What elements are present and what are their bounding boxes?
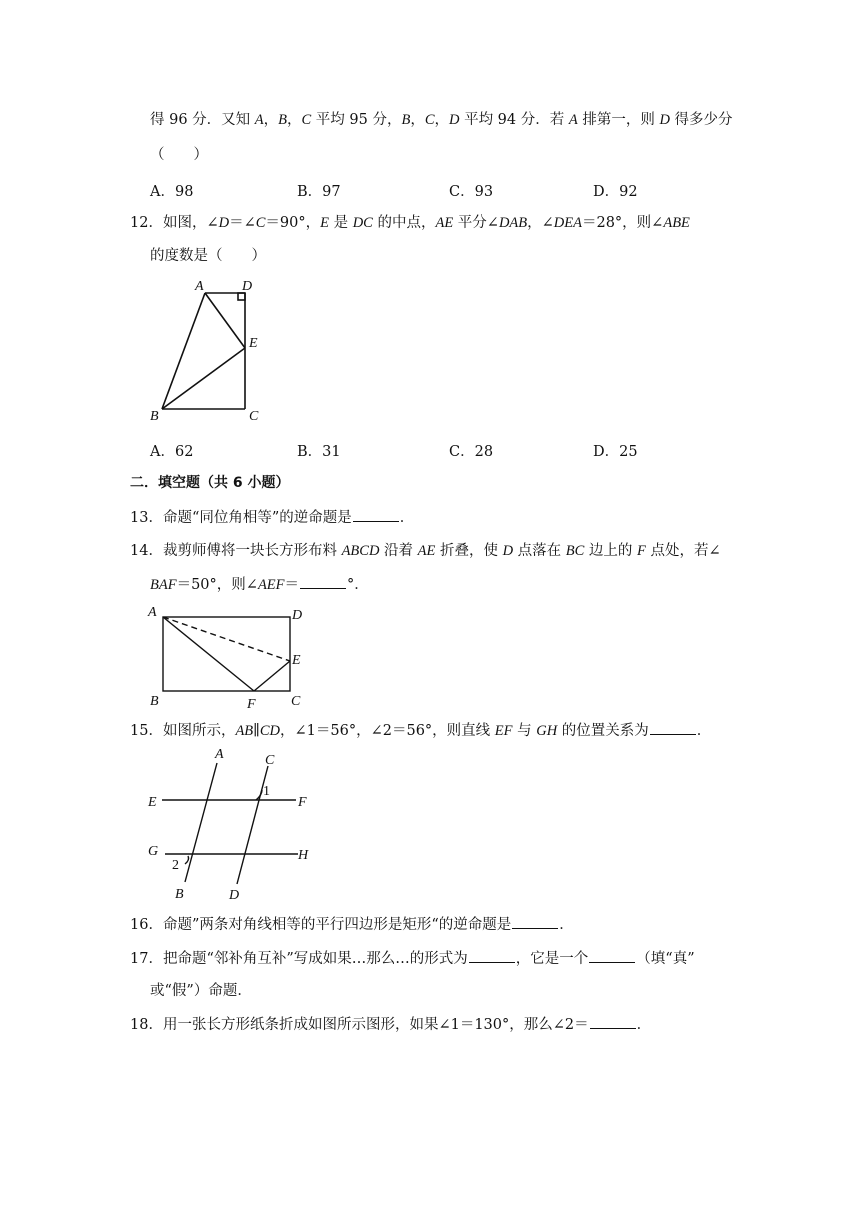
q12-text: 的中点， xyxy=(372,215,436,231)
q11-option-c: C．93 xyxy=(449,184,494,200)
q12-text: ＝∠ xyxy=(229,215,256,231)
q15-text: ∥ xyxy=(253,723,260,739)
q17-question xyxy=(130,948,695,969)
q17-text: （填“真” xyxy=(636,951,695,967)
q14-var: AEF xyxy=(257,577,285,593)
q15-label-g: G xyxy=(148,844,159,859)
q14-label-d: D xyxy=(292,608,303,623)
q15-text: 与 xyxy=(512,723,537,739)
q15-text: ，∠1＝56°，∠2＝56°，则直线 xyxy=(280,723,495,739)
q11-var: D xyxy=(448,112,460,128)
q14-label-f: F xyxy=(247,697,256,712)
q11-var: A xyxy=(568,112,578,128)
q14-text: ＝50°，则∠ xyxy=(176,577,258,593)
q15-var: CD xyxy=(259,723,281,739)
q15-label-e: E xyxy=(148,795,157,810)
q14-var: BAF xyxy=(150,577,177,593)
q15-label-h: H xyxy=(298,848,309,863)
q12-var: DAB xyxy=(498,215,528,231)
q12-var: E xyxy=(320,215,329,231)
q12-var: DC xyxy=(352,215,373,231)
q14-text: °． xyxy=(347,577,369,593)
q17-text: ，它是一个 xyxy=(515,951,589,967)
q14-var: BC xyxy=(565,543,585,559)
q14-var: ABCD xyxy=(341,543,380,559)
q18-end: ． xyxy=(636,1017,652,1033)
q12-label-a: A xyxy=(195,279,204,294)
section-heading: 二．填空题（共 6 小题） xyxy=(130,475,290,491)
q11-var: C xyxy=(301,112,312,128)
q11-text-a: 得 96 分．又知 xyxy=(150,112,255,128)
q12-option-d: D．25 xyxy=(593,444,638,460)
q15-text: 的位置关系为 xyxy=(557,723,649,739)
q15-var: AB xyxy=(235,723,254,739)
q16-end: ． xyxy=(559,917,574,933)
q11-var: C xyxy=(424,112,435,128)
q15-var: EF xyxy=(494,723,513,739)
q11-option-a: A．98 xyxy=(150,184,194,200)
q12-var: DEA xyxy=(553,215,582,231)
q15-label-a: A xyxy=(215,747,224,762)
q14-label-e: E xyxy=(292,653,301,668)
q12-label-c: C xyxy=(249,409,259,424)
q16-question xyxy=(130,914,574,935)
q14-label-b: B xyxy=(150,694,159,709)
q11-var: D xyxy=(659,112,670,128)
q11-text-f: ， xyxy=(434,112,449,128)
q12-option-a: A．62 xyxy=(150,444,194,460)
q12-var: D xyxy=(218,215,230,231)
q17-text: 17．把命题“邻补角互补”写成如果…那么…的形式为 xyxy=(130,951,468,967)
q11-text-i: 得多少分 xyxy=(669,112,733,128)
q15-label-d: D xyxy=(229,888,240,903)
q12-text: ＝90°， xyxy=(265,215,321,231)
q12-label-d: D xyxy=(242,279,253,294)
q11-answer-paren: （ ） xyxy=(150,147,208,163)
q15-end: ． xyxy=(696,723,712,739)
q17-answer-blank-2[interactable] xyxy=(589,948,635,963)
q11-var: B xyxy=(401,112,411,128)
q18-answer-blank[interactable] xyxy=(590,1014,636,1029)
q15-text: 15．如图所示， xyxy=(130,723,236,739)
q11-var: A xyxy=(254,112,264,128)
q18-text: 18．用一张长方形纸条折成如图所示图形，如果∠1＝130°，那么∠2＝ xyxy=(130,1017,589,1033)
q14-var: F xyxy=(637,543,646,559)
q18-question xyxy=(130,1014,651,1035)
q11-text-b: ， xyxy=(263,112,279,128)
q15-var: GH xyxy=(536,723,558,739)
q11-option-d: D．92 xyxy=(593,184,638,200)
q15-angle-2-label: 2 xyxy=(172,858,179,873)
q12-label-e: E xyxy=(249,336,258,351)
q14-label-a: A xyxy=(148,605,157,620)
q13-end: ． xyxy=(399,510,415,526)
q15-label-f: F xyxy=(298,795,307,810)
q12-var: AE xyxy=(435,215,454,231)
q11-text-h: 排第一，则 xyxy=(577,112,660,128)
q11-text-e: ， xyxy=(410,112,425,128)
q12-option-b: B．31 xyxy=(297,444,341,460)
q11-var: B xyxy=(278,112,287,128)
q11-text-d: 平均 95 分， xyxy=(311,112,402,128)
q12-var: C xyxy=(255,215,266,231)
q12-text: ＝28°，则∠ xyxy=(581,215,664,231)
q16-answer-blank[interactable] xyxy=(512,914,558,929)
q15-label-b: B xyxy=(175,887,184,902)
q14-text: 点处，若∠ xyxy=(645,543,721,559)
q12-text: 是 xyxy=(328,215,353,231)
q17-question-line2: 或“假”）命题． xyxy=(150,983,252,999)
q14-text: ＝ xyxy=(284,577,300,593)
q14-var: D xyxy=(502,543,514,559)
q15-label-c: C xyxy=(265,753,275,768)
q14-text: 14．裁剪师傅将一块长方形布料 xyxy=(130,543,342,559)
q11-text-c: ， xyxy=(287,112,302,128)
q13-text: 13．命题“同位角相等”的逆命题是 xyxy=(130,510,352,526)
q11-text-g: 平均 94 分．若 xyxy=(459,112,569,128)
q14-label-c: C xyxy=(291,694,301,709)
q12-text: ，∠ xyxy=(527,215,554,231)
q12-question-line2: 的度数是（ ） xyxy=(150,248,266,264)
q12-option-c: C．28 xyxy=(449,444,494,460)
q14-var: AE xyxy=(417,543,436,559)
q15-angle-1-label: 1 xyxy=(263,784,270,799)
q11-option-b: B．97 xyxy=(297,184,341,200)
q17-answer-blank-1[interactable] xyxy=(469,948,515,963)
q14-text: 沿着 xyxy=(379,543,418,559)
q14-text: 边上的 xyxy=(584,543,638,559)
q12-label-b: B xyxy=(150,409,159,424)
q16-text: 16．命题”两条对角线相等的平行四边形是矩形“的逆命题是 xyxy=(130,917,512,933)
q12-text: 12．如图，∠ xyxy=(130,215,219,231)
q14-text: 点落在 xyxy=(513,543,566,559)
q14-text: 折叠，使 xyxy=(435,543,503,559)
q12-var: ABE xyxy=(663,215,690,231)
q12-text: 平分∠ xyxy=(453,215,499,231)
